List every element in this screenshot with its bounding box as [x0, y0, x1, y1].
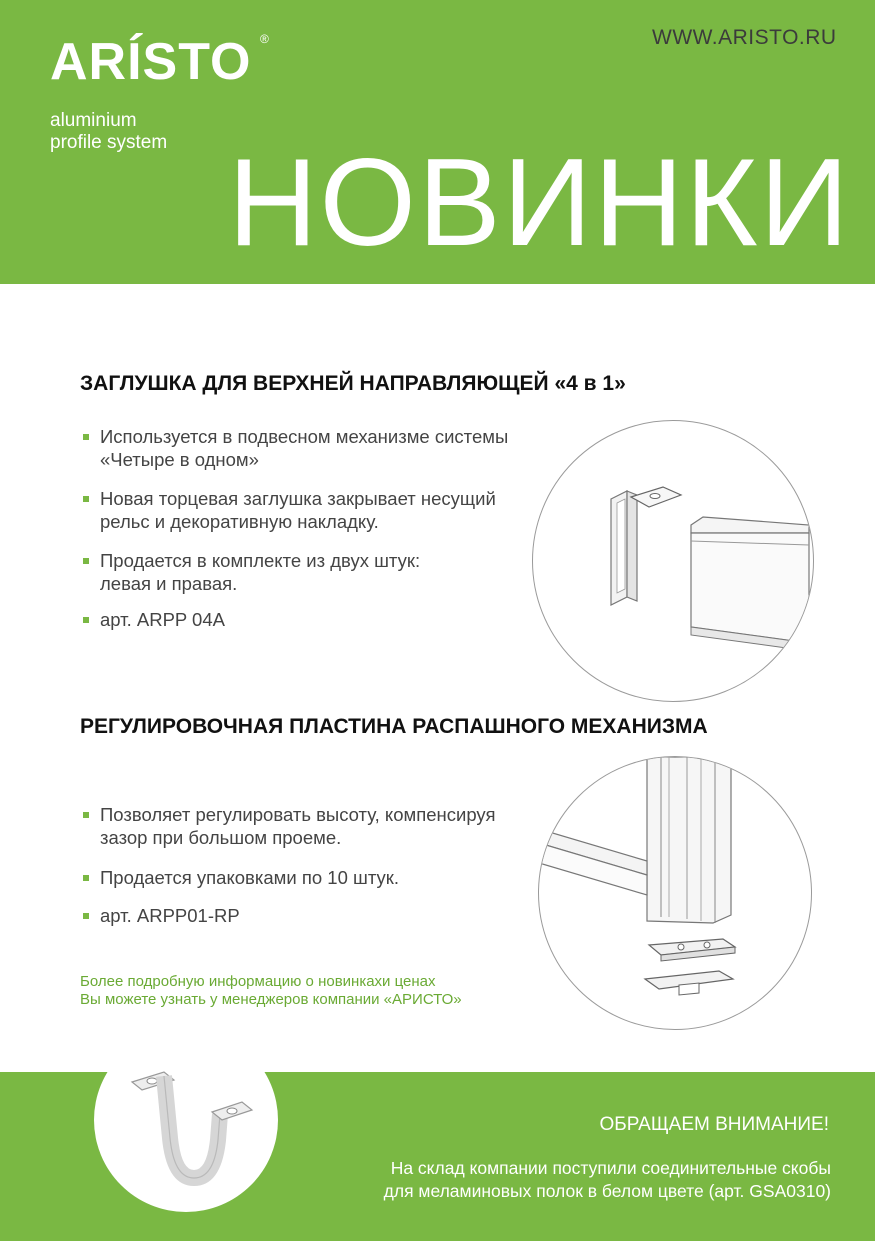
bracket-image: [94, 1028, 278, 1212]
bullet-square-icon: [83, 434, 89, 440]
tagline-line-1: aluminium: [50, 110, 137, 131]
product1-bullet-2: Новая торцевая заглушка закрывает несущий рельс и декоративную накладку.: [100, 487, 496, 533]
bullet-square-icon: [83, 558, 89, 564]
bullet-square-icon: [83, 496, 89, 502]
product2-title: РЕГУЛИРОВОЧНАЯ ПЛАСТИНА РАСПАШНОГО МЕХАНИЗМА: [80, 715, 708, 738]
website-url[interactable]: WWW.ARISTO.RU: [652, 26, 837, 49]
product1-article: арт. ARPP 04A: [100, 608, 225, 631]
product2-bullet-2: Продается упаковками по 10 штук.: [100, 866, 399, 889]
info-note: [80, 973, 462, 1009]
product1-image: [532, 420, 814, 702]
footer-line-1: На склад компании поступили соединительные скобы: [390, 1158, 831, 1178]
product2-article: арт. ARPP01-RP: [100, 904, 240, 927]
attention-heading: ОБРАЩАЕМ ВНИМАНИЕ!: [599, 1114, 829, 1135]
registered-mark: ®: [260, 32, 269, 46]
bullet-square-icon: [83, 875, 89, 881]
info-note-line-2: Вы можете узнать у менеджеров компании «АРИСТО»: [80, 991, 462, 1008]
product2-image: [538, 756, 812, 1030]
brand-tagline: [50, 110, 167, 154]
page-headline: НОВИНКИ: [228, 134, 851, 272]
brand-logo: ARÍSTO: [50, 33, 252, 91]
footer-line-2: для меламиновых полок в белом цвете (арт. GSA0310): [383, 1181, 831, 1201]
info-note-line-1: Более подробную информацию о новинкахи ценах: [80, 973, 436, 990]
bullet-square-icon: [83, 617, 89, 623]
bullet-square-icon: [83, 812, 89, 818]
product1-bullet-1: Используется в подвесном механизме системы «Четыре в одном»: [100, 425, 508, 471]
bullet-square-icon: [83, 913, 89, 919]
tagline-line-2: profile system: [50, 132, 168, 153]
product1-bullet-3: Продается в комплекте из двух штук: левая и правая.: [100, 549, 420, 595]
product2-bullet-1: Позволяет регулировать высоту, компенсируя зазор при большом проеме.: [100, 803, 495, 849]
product1-title: ЗАГЛУШКА ДЛЯ ВЕРХНЕЙ НАПРАВЛЯЮЩЕЙ «4 в 1»: [80, 372, 626, 395]
